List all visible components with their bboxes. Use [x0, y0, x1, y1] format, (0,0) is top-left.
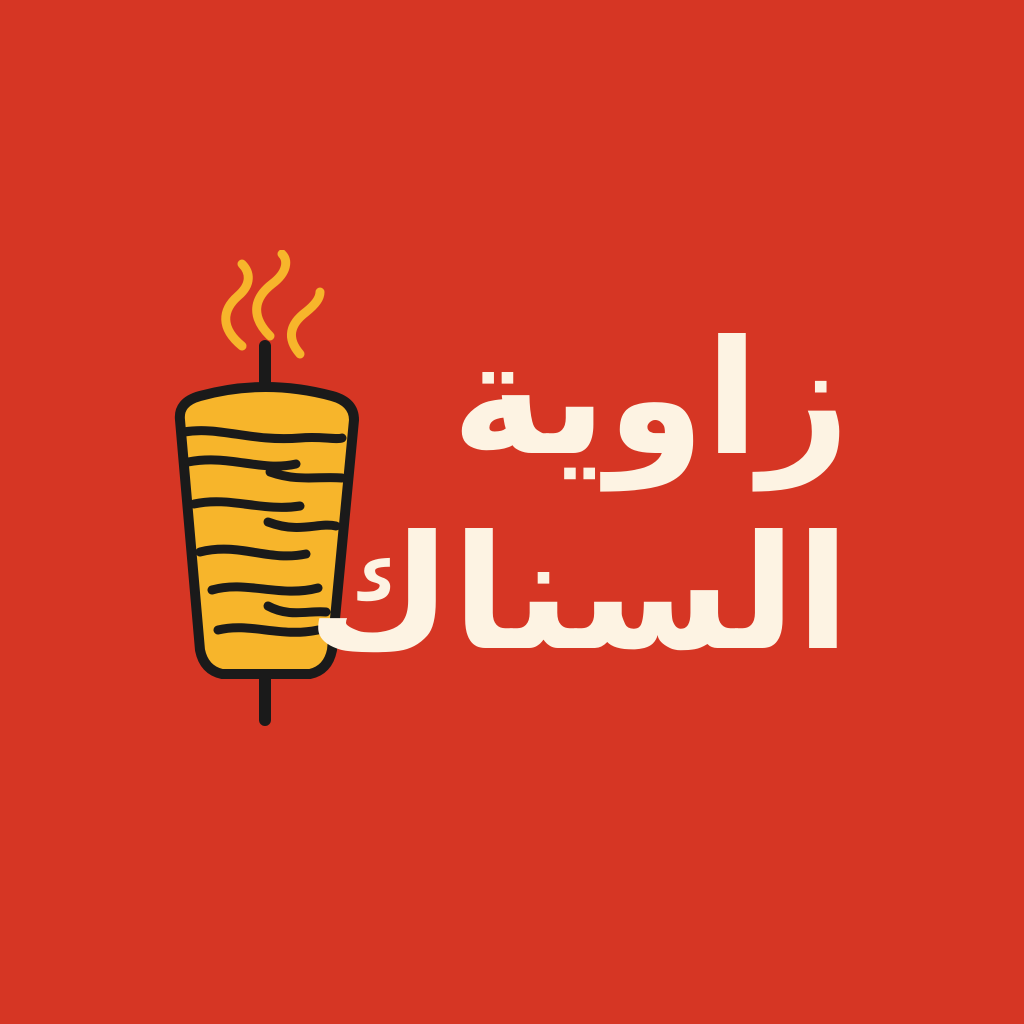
brand-name: [307, 307, 870, 710]
steam-icon: [226, 254, 320, 354]
brand-name-line-1: زاوية: [451, 307, 850, 491]
brand-name-line-2: السناك: [307, 502, 850, 686]
